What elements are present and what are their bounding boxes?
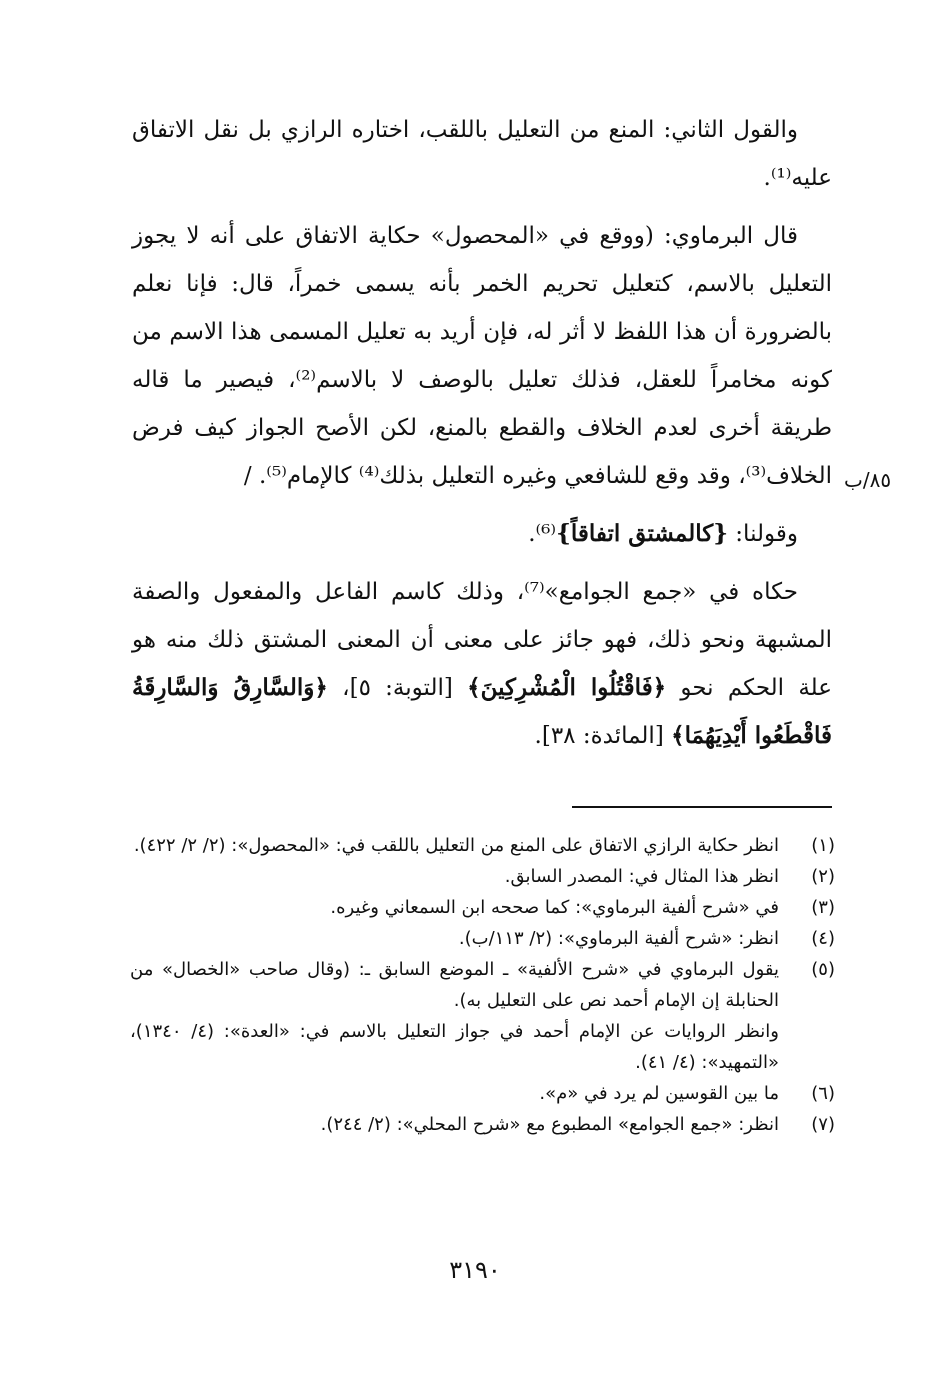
quran-verse-2: ﴿وَالسَّارِقُ وَالسَّارِقَةُ فَاقْطَعُوا أَيْدِيَهُمَا﴾ xyxy=(132,674,832,749)
footnote-text: انظر: «جمع الجوامع» المطبوع مع «شرح المحلي»: (٢/ ٢٤٤). xyxy=(320,1114,779,1135)
footnote-number: (١) xyxy=(811,835,835,856)
footnote-3 xyxy=(130,892,835,923)
bracket-term: {كالمشتق اتفاقاً} xyxy=(556,520,728,547)
footnote-number: (٧) xyxy=(811,1114,835,1135)
paragraph-3-text: حكاه في «جمع الجوامع»⁽⁷⁾، وذلك كاسم الفاعل والمفعول والصفة المشبهة ونحو ذلك، فهو جائز على معنى أن المعنى المشتق ذلك منه هو علة الحكم نحو xyxy=(132,579,833,701)
footnote-text: في «شرح ألفية البرماوي»: كما صححه ابن السمعاني وغيره. xyxy=(330,897,779,918)
footnote-number: (٤) xyxy=(811,928,835,949)
page-number: ٣١٩٠ xyxy=(449,1256,501,1284)
footnote-text: يقول البرماوي في «شرح الألفية» ـ الموضع السابق ـ: (وقال صاحب «الخصال» من الحنابلة إن الإمام أحمد نص على التعليل به). xyxy=(130,959,779,1011)
footnote-number: (٦) xyxy=(811,1083,835,1104)
bracket-prefix: وقولنا: xyxy=(728,521,798,547)
footnote-1 xyxy=(130,830,835,861)
footnote-7 xyxy=(130,1109,835,1140)
paragraph-2: قال البرماوي: (ووقع في «المحصول» حكاية الاتفاق على أنه لا يجوز التعليل بالاسم، كتعليل تحريم الخمر بأنه يسمى خمراً، قال: فإنا نعلم بالضرورة أن هذا اللفظ لا أثر له، فإن أريد به تعليل المسمى هذا الاسم من كونه مخامراً للعقل، فذلك تعليل بالوصف لا بالاسم⁽²⁾، فيصير ما قاله طريقة أخرى لعدم الخلاف والقطع بالمنع، لكن الأصح الجواز كيف فرض الخلاف⁽³⁾، وقد وقع للشافعي وغيره التعليل بذلك⁽⁴⁾ كالإمام⁽⁵⁾. / xyxy=(132,223,833,489)
footnote-number: (٢) xyxy=(811,866,835,887)
verse-ref-2: [المائدة: ٣٨]. xyxy=(534,723,672,749)
footnote-4 xyxy=(130,923,835,954)
footnote-number: (٥) xyxy=(811,959,835,980)
manuscript-folio-marker: ٨٥/ب xyxy=(844,468,892,492)
quran-verse-1: ﴿فَاقْتُلُوا الْمُشْرِكِينَ﴾ xyxy=(467,674,667,701)
footnote-number: (٣) xyxy=(811,897,835,918)
footnote-text: انظر حكاية الرازي الاتفاق على المنع من التعليل باللقب في: «المحصول»: (٢/ ٢/ ٤٢٢). xyxy=(133,835,779,856)
main-text xyxy=(132,106,832,770)
footnotes xyxy=(130,830,835,1140)
footnote-5 xyxy=(130,954,835,1016)
footnote-text: انظر: «شرح ألفية البرماوي»: (٢/ ١١٣/ب). xyxy=(458,928,779,949)
paragraph-1: والقول الثاني: المنع من التعليل باللقب، اختاره الرازي بل نقل الاتفاق عليه⁽¹⁾. xyxy=(132,117,832,191)
footnote-5-continuation: وانظر الروايات عن الإمام أحمد في جواز التعليل بالاسم في: «العدة»: (٤/ ١٣٤٠)، «التمهيد»: (٤/ ٤١). xyxy=(130,1021,779,1073)
verse-ref-1: [التوبة: ٥]، xyxy=(327,675,468,701)
footnote-6 xyxy=(130,1078,835,1109)
footnote-text: انظر هذا المثال في: المصدر السابق. xyxy=(504,866,779,887)
paragraph-3 xyxy=(132,568,832,760)
footnote-separator xyxy=(572,806,832,808)
bracket-line xyxy=(132,510,832,558)
footnote-text: ما بين القوسين لم يرد في «م». xyxy=(539,1083,779,1104)
bracket-suffix: ⁽⁶⁾. xyxy=(528,521,557,547)
footnote-2 xyxy=(130,861,835,892)
